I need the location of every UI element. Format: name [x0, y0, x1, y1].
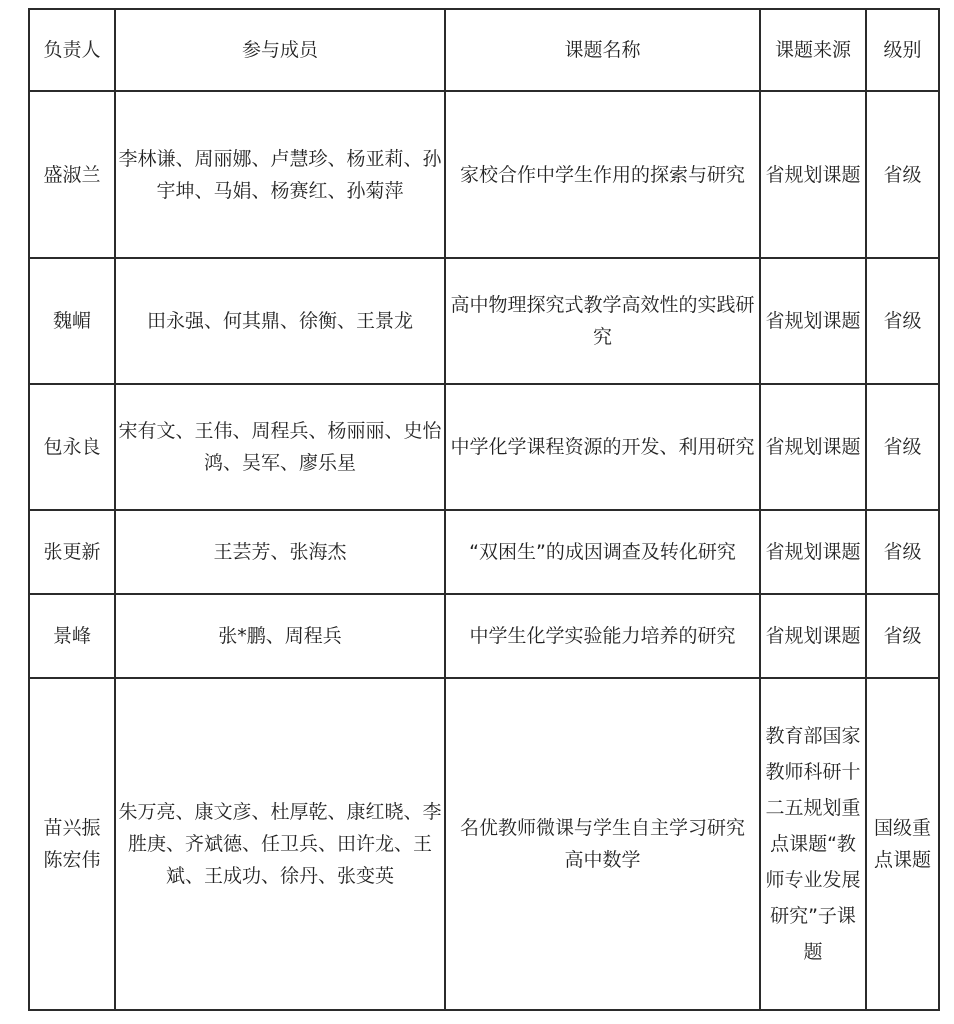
- members-cell: 王芸芳、张海杰: [115, 510, 445, 594]
- leader-cell: 张更新: [29, 510, 115, 594]
- title-cell: 中学生化学实验能力培养的研究: [445, 594, 760, 678]
- table-header: [29, 9, 939, 91]
- level-cell: 省级: [866, 91, 939, 258]
- title-cell: “双困生”的成因调查及转化研究: [445, 510, 760, 594]
- table-row: [29, 594, 939, 678]
- level-cell: 省级: [866, 510, 939, 594]
- leader-name-2: 陈宏伟: [43, 849, 101, 871]
- level-cell: 省级: [866, 384, 939, 510]
- members-cell: 朱万亮、康文彦、杜厚乾、康红晓、李胜庚、齐斌德、任卫兵、田许龙、王斌、王成功、徐丹、张变英: [115, 678, 445, 1010]
- title-cell: 高中物理探究式教学高效性的实践研究: [445, 258, 760, 384]
- leader-cell: 盛淑兰: [29, 91, 115, 258]
- level-cell: 省级: [866, 258, 939, 384]
- source-cell: 省规划课题: [760, 258, 866, 384]
- table-body: [29, 91, 939, 1010]
- leader-cell: 包永良: [29, 384, 115, 510]
- table-row: [29, 678, 939, 1010]
- level-cell: 国级重点课题: [866, 678, 939, 1010]
- level-cell: 省级: [866, 594, 939, 678]
- leader-name-1: 苗兴振: [43, 817, 101, 839]
- table-row: [29, 91, 939, 258]
- table-row: [29, 258, 939, 384]
- header-members: 参与成员: [115, 9, 445, 91]
- source-cell: 省规划课题: [760, 510, 866, 594]
- source-cell: 省规划课题: [760, 91, 866, 258]
- source-cell: 省规划课题: [760, 384, 866, 510]
- header-level: 级别: [866, 9, 939, 91]
- header-row: [29, 9, 939, 91]
- header-source: 课题来源: [760, 9, 866, 91]
- leader-cell: 景峰: [29, 594, 115, 678]
- members-cell: 张*鹏、周程兵: [115, 594, 445, 678]
- leader-cell: 魏嵋: [29, 258, 115, 384]
- research-projects-table: [28, 8, 940, 1011]
- title-cell: 名优教师微课与学生自主学习研究 高中数学: [445, 678, 760, 1010]
- source-cell: 省规划课题: [760, 594, 866, 678]
- header-title: 课题名称: [445, 9, 760, 91]
- leader-cell: [29, 678, 115, 1010]
- members-cell: 李林谦、周丽娜、卢慧珍、杨亚莉、孙宇坤、马娟、杨赛红、孙菊萍: [115, 91, 445, 258]
- table-row: [29, 384, 939, 510]
- members-cell: 田永强、何其鼎、徐衡、王景龙: [115, 258, 445, 384]
- source-cell: 教育部国家教师科研十二五规划重点课题“教师专业发展研究”子课题: [760, 678, 866, 1010]
- members-cell: 宋有文、王伟、周程兵、杨丽丽、史怡鸿、吴军、廖乐星: [115, 384, 445, 510]
- table-row: [29, 510, 939, 594]
- header-leader: 负责人: [29, 9, 115, 91]
- title-cell: 家校合作中学生作用的探索与研究: [445, 91, 760, 258]
- title-cell: 中学化学课程资源的开发、利用研究: [445, 384, 760, 510]
